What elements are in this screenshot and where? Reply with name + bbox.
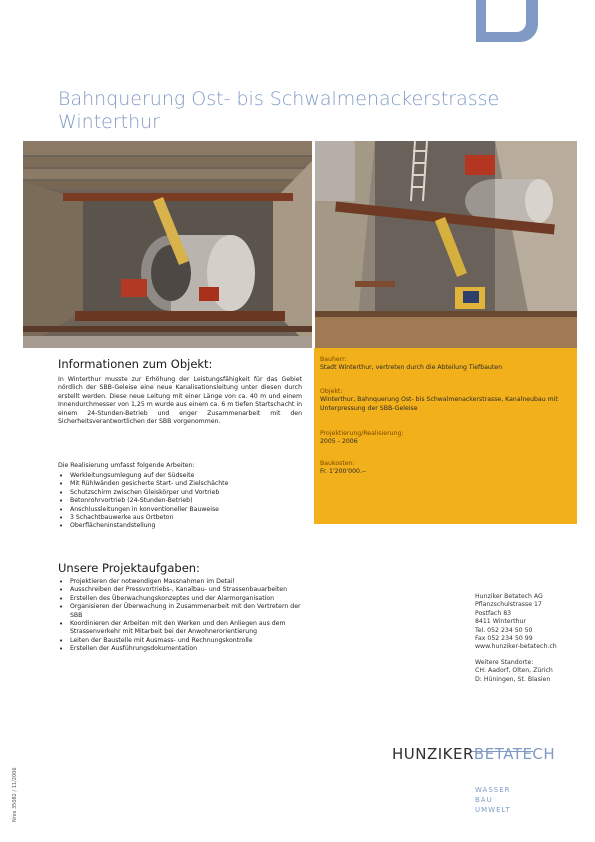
list-item: • Koordinieren der Arbeiten mit den Werken und den Anliegen aus dem Strassenverkehr mit Mitarbeit bei der Anwohnerorientierung <box>58 620 302 637</box>
address-web[interactable]: www.hunziker-betatech.ch <box>475 643 557 651</box>
object-label: Objekt: <box>320 388 343 395</box>
tagline-bau: BAU <box>475 796 493 804</box>
other-locations-d: D: Hüningen, St. Blasien <box>475 675 551 683</box>
list-item: • Organisieren der Überwachung in Zusammenarbeit mit den Vertretern der SBB <box>58 603 302 620</box>
list-item: • Erstellen des Überwachungskonzeptes und der Alarmorganisation <box>58 595 302 603</box>
list-item: • Anschlussleitungen in konventioneller Bauweise <box>58 506 302 514</box>
list-item: • Ausschreiben der Pressvortriebs-, Kanalbau- und Strassenbauarbeiten <box>58 586 302 594</box>
cost-block <box>320 460 570 477</box>
logo-mark <box>476 0 538 42</box>
period-value: 2005 - 2006 <box>320 438 358 446</box>
list-item: • Schutzschirm zwischen Gleiskörper und Vortrieb <box>58 489 302 497</box>
title-line-1: Bahnquerung Ost- bis Schwalmenackerstrasse <box>58 88 500 110</box>
company-address <box>475 593 557 684</box>
list-item: • Oberflächeninstandstellung <box>58 522 302 530</box>
client-block <box>320 356 570 373</box>
list-item: • Leiten der Baustelle mit Ausmass- und Rechnungskontrolle <box>58 637 302 645</box>
address-pobox: Postfach 83 <box>475 609 512 617</box>
company-name: Hunziker Betatech AG <box>475 593 543 600</box>
tasks-heading: Unsere Projektaufgaben: <box>58 561 200 575</box>
client-label: Bauherr: <box>320 356 347 363</box>
info-paragraph: In Winterthur musste zur Erhöhung der Leistungsfähigkeit für das Gebiet nördlich der SBB-Geleise eine neue Kanalisationsleitung unter diesen durch erstellt werden. Diese neue Leitung mit einer Länge von ca. 40 m und einem Innendurchmesser von 1,25 m wurde aus einem ca. 6 m tiefen Startschacht in einem 24-Stunden-Betrieb und enger Zusammenarbeit mit den Sicherheitsverantwortlichen der SBB vorgenommen. <box>58 376 302 426</box>
cost-value: Fr. 1'200'000.-- <box>320 468 367 476</box>
brand-wordmark <box>392 745 555 763</box>
client-value: Stadt Winterthur, vertreten durch die Abteilung Tiefbauten <box>320 364 503 372</box>
period-label: Projektierung/Realisierung: <box>320 430 404 437</box>
other-locations-label: Weitere Standorte: <box>475 658 534 666</box>
object-value: Winterthur, Bahnquerung Ost- bis Schwalmenackerstrasse, Kanalneubau mit Unterpressung der SBB-Geleise <box>320 396 558 412</box>
list-item: • Erstellen der Ausführungsdokumentation <box>58 645 302 653</box>
info-heading: Informationen zum Objekt: <box>58 357 213 371</box>
list-item: • Betonrohrvortrieb (24-Stunden-Betrieb) <box>58 497 302 505</box>
photo-trench <box>315 141 577 348</box>
tagline-wasser: WASSER <box>475 786 511 794</box>
brand-tagline <box>475 785 511 815</box>
brand-part-1: HUNZIKER <box>392 745 474 763</box>
address-city: 8411 Winterthur <box>475 618 526 626</box>
title-line-2: Winterthur <box>58 111 160 133</box>
object-block <box>320 388 570 413</box>
works-list <box>58 472 302 531</box>
page-title <box>58 88 558 134</box>
document-code: Nres 35082 / 11/2006 <box>12 767 18 822</box>
other-locations-ch: CH: Aadorf, Olten, Zürich <box>475 667 553 675</box>
project-info-box <box>314 348 577 524</box>
tasks-list <box>58 578 302 654</box>
works-intro: Die Realisierung umfasst folgende Arbeiten: <box>58 462 195 469</box>
list-item: • Projektieren der notwendigen Massnahmen im Detail <box>58 578 302 586</box>
photo-start-shaft <box>23 141 312 348</box>
address-phone: Tel. 052 234 50 50 <box>475 626 533 634</box>
list-item: • Mit Rühlwänden gesicherte Start- und Zielschächte <box>58 480 302 488</box>
period-block <box>320 430 570 447</box>
list-item: • 3 Schachtbauwerke aus Ortbeton <box>58 514 302 522</box>
tagline-umwelt: UMWELT <box>475 806 511 814</box>
brand-part-2: BETATECH <box>473 745 556 763</box>
address-fax: Fax 052 234 50 99 <box>475 635 533 643</box>
address-street: Pflanzschulstrasse 17 <box>475 601 542 609</box>
list-item: • Werkleitungsumlegung auf der Südseite <box>58 472 302 480</box>
cost-label: Baukosten: <box>320 460 355 467</box>
